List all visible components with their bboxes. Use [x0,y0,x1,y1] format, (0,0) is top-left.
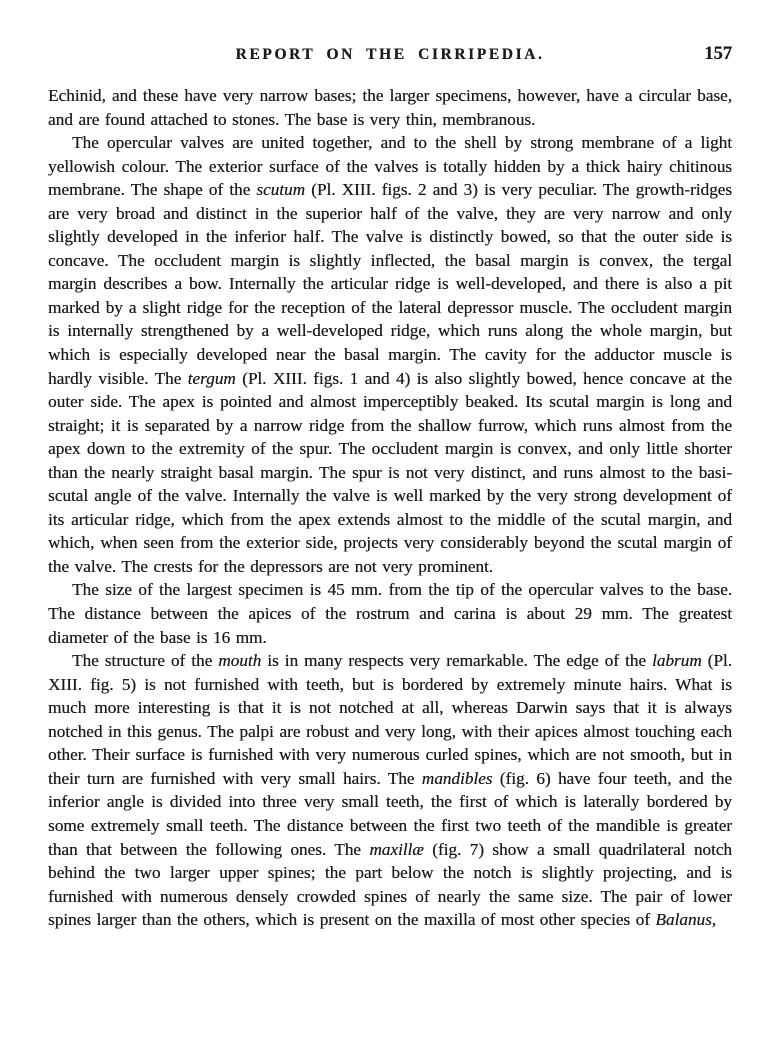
italic-run: Balanus [655,910,712,930]
text-run: , [711,910,717,930]
text-run: is in many respects very remarkable. The edge of the [261,651,652,671]
running-title: REPORT ON THE CIRRIPEDIA. [235,46,545,63]
italic-run: mandibles [421,768,493,788]
italic-run: mouth [218,651,262,671]
text-run: The opercular valves are united together, and to the shell by strong membrane of a light yellowish colour. The exterior surface of the valves is totally hidden by a thick hairy chitinous membrane. The shape of the [48,133,732,200]
paragraph [48,84,732,131]
text-run: (Pl. XIII. fig. 5) is not furnished with teeth, but is bordered by extremely minute hairs. What is much more interesting is that it is not notched at all, whereas Darwin says that it is always notched in this genus. The palpi are robust and very long, with their apices almost touching each other. Their surface is furnished with very numerous curled spines, which are not smooth, but in their turn are furnished with very small hairs. The [48,651,733,788]
text-run: The structure of the [72,651,219,671]
italic-run: labrum [651,651,702,671]
text-run: (Pl. XIII. figs. 1 and 4) is also slightly bowed, hence concave at the outer side. The apex is pointed and almost imperceptibly beaked. Its scutal margin is long and straight; it is separated by a narrow ridge from the shallow furrow, which runs almost from the apex down to the extremity of the spur. The occludent margin is convex, and only little shorter than the nearly straight basal margin. The spur is not very distinct, and runs almost to the basi-scutal angle of the valve. Internally the valve is well marked by the very strong development of its articular ridge, which from the apex extends almost to the middle of the scutal margin, and which, when seen from the exterior side, projects very considerably beyond the scutal margin of the valve. The crests for the depressors are not very prominent. [48,368,733,576]
italic-run: tergum [187,368,236,388]
paragraph [48,131,732,578]
text-run: (fig. 6) have four teeth, and the inferior angle is divided into three very small teeth, the first of which is laterally bordered by some extremely small teeth. The distance between the first two teeth of the mandible is greater than that between the following ones. The [48,768,732,859]
text-run: (Pl. XIII. figs. 2 and 3) is very peculiar. The growth-ridges are very broad and distinct in the superior half of the valve, they are very narrow and only slightly developed in the inferior half. The valve is distinctly bowed, so that the outer side is concave. The occludent margin is slightly inflected, the basal margin is convex, the tergal margin describes a bow. Internally the articular ridge is well-developed, and there is also a pit marked by a slight ridge for the reception of the lateral depressor muscle. The occludent margin is internally strengthened by a well-developed ridge, which runs along the whole margin, but which is especially developed near the basal margin. The cavity for the adductor muscle is hardly visible. The [48,180,732,388]
text-run: The size of the largest specimen is 45 mm. from the tip of the opercular valves to the base. The distance between the apices of the rostrum and carina is about 29 mm. The greatest diameter of the base is 16 mm. [48,580,732,647]
paragraph [48,649,732,932]
page-body [48,84,732,932]
text-run: Echinid, and these have very narrow bases; the larger specimens, however, have a circular base, and are found attached to stones. The base is very thin, membranous. [48,86,732,129]
text-run: (fig. 7) show a small quadrilateral notch behind the two larger upper spines; the part below the notch is slightly projecting, and is furnished with numerous densely crowded spines of nearly the same size. The pair of lower spines larger than the others, which is present on the maxilla of most other species of [48,839,732,930]
italic-run: scutum [256,180,306,200]
page-header [48,46,732,66]
page-number: 157 [704,44,732,64]
italic-run: maxillæ [369,839,424,859]
paragraph [48,578,732,649]
